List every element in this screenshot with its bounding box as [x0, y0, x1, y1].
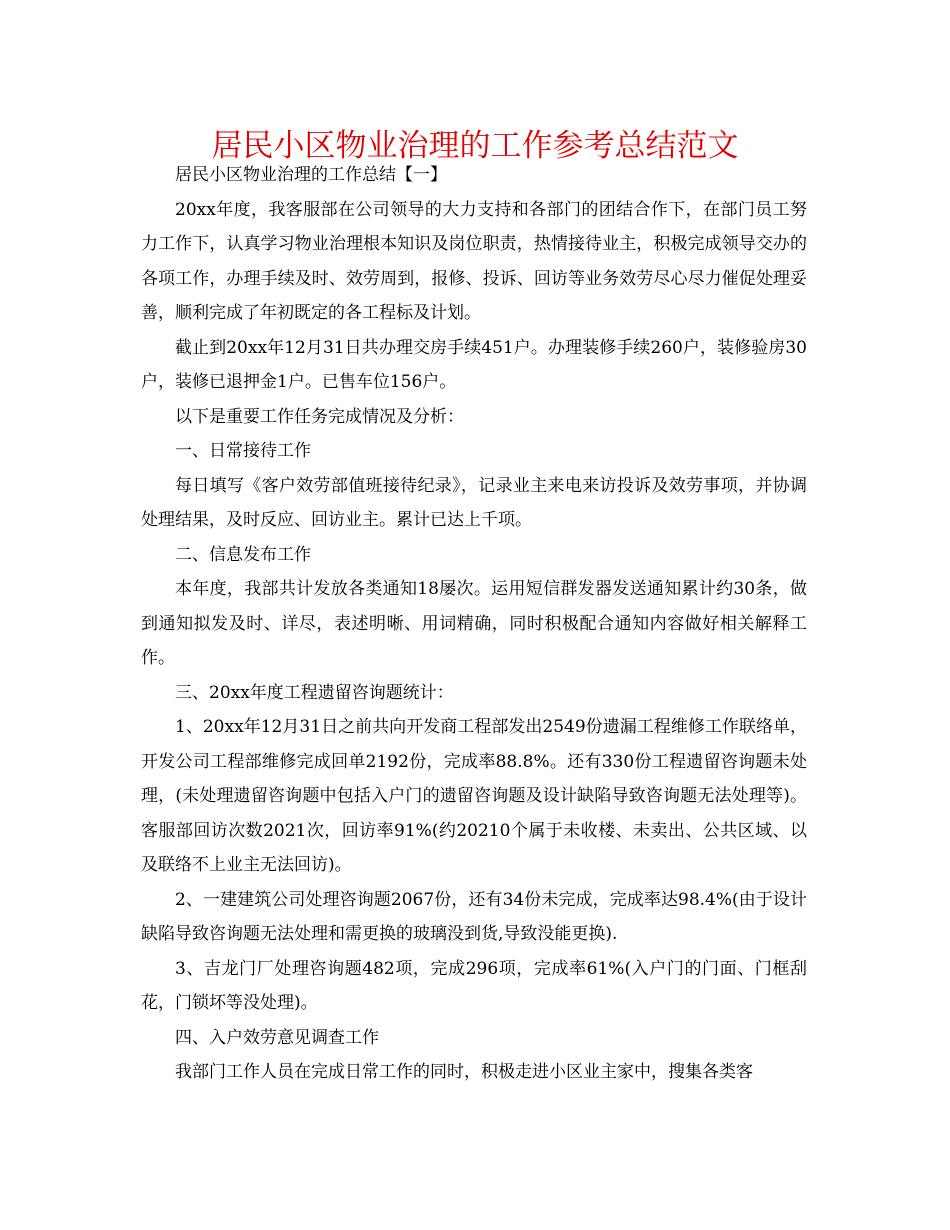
document-body	[141, 158, 807, 1090]
list-item: 1、20xx年12月31日之前共向开发商工程部发出2549份遗漏工程维修工作联络单，开发公司工程部维修完成回单2192份，完成率88.8%。还有330份工程遗留咨询题未处理，(未处理遗留咨询题中包括入户门的遗留咨询题及设计缺陷导致咨询题无法处理等)。客服部回访次数2021次，回访率91%(约20210个属于未收楼、未卖出、公共区域、以及联络不上业主无法回访)。	[141, 717, 807, 875]
document-title: 居民小区物业治理的工作参考总结范文	[211, 128, 739, 164]
section-heading: 二、信息发布工作	[175, 544, 311, 565]
section-heading: 居民小区物业治理的工作总结【一】	[175, 165, 447, 185]
section-heading: 三、20xx年度工程遗留咨询题统计：	[175, 682, 454, 703]
list-item: 3、吉龙门厂处理咨询题482项，完成296项，完成率61%(入户门的门面、门框刮花，门锁坏等没处理)。	[141, 958, 807, 1013]
list-item: 2、一建建筑公司处理咨询题2067份，还有34份未完成，完成率达98.4%(由于设计缺陷导致咨询题无法处理和需更换的玻璃没到货,导致没能更换).	[141, 889, 807, 944]
paragraph: 截止到20xx年12月31日共办理交房手续451户。办理装修手续260户，装修验房30户，装修已退押金1户。已售车位156户。	[141, 337, 807, 392]
paragraph: 以下是重要工作任务完成情况及分析：	[175, 406, 464, 427]
section-heading: 四、入户效劳意见调查工作	[175, 1027, 379, 1048]
paragraph: 本年度，我部共计发放各类通知18屡次。运用短信群发器发送通知累计约30条，做到通知拟发及时、详尽，表述明晰、用词精确，同时积极配合通知内容做好相关解释工作。	[141, 579, 807, 668]
paragraph: 20xx年度，我客服部在公司领导的大力支持和各部门的团结合作下，在部门员工努力工作下，认真学习物业治理根本知识及岗位职责，热情接待业主，积极完成领导交办的各项工作，办理手续及时、效劳周到，报修、投诉、回访等业务效劳尽心尽力催促处理妥善，顺利完成了年初既定的各工程标及计划。	[141, 199, 807, 323]
paragraph: 每日填写《客户效劳部值班接待纪录》，记录业主来电来访投诉及效劳事项，并协调处理结果，及时反应、回访业主。累计已达上千项。	[141, 475, 807, 530]
paragraph: 我部门工作人员在完成日常工作的同时，积极走进小区业主家中，搜集各类客	[175, 1062, 753, 1082]
section-heading: 一、日常接待工作	[175, 441, 311, 461]
